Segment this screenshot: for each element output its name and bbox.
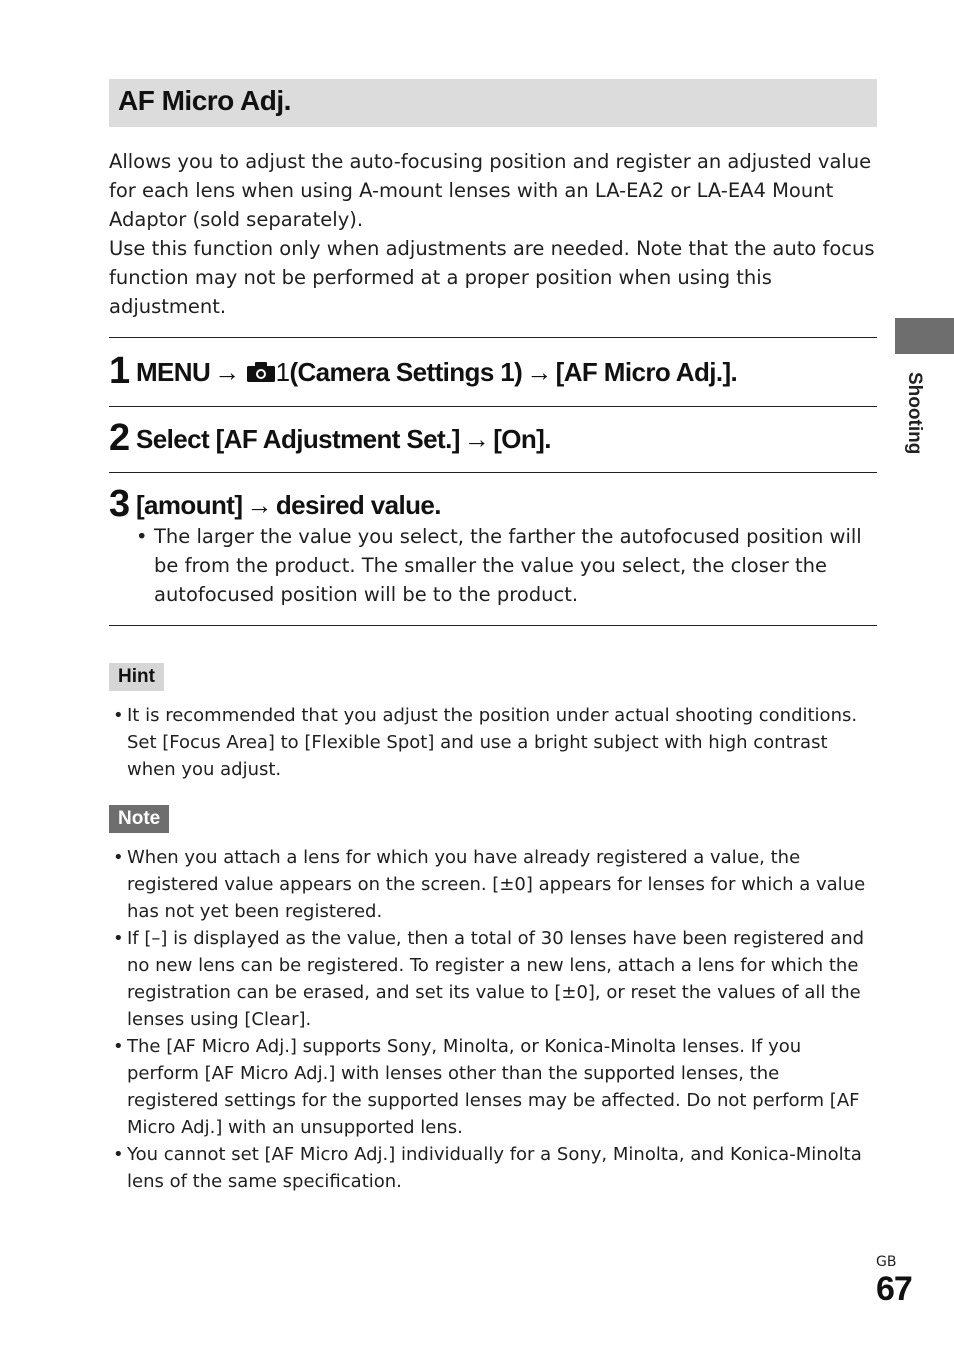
list-item	[113, 1141, 873, 1195]
step-number: 2	[109, 417, 131, 459]
intro-paragraph: Allows you to adjust the auto-focusing position and register an adjusted value for each lens when using A-mount lenses with an LA-EA2 or LA-EA4 Mount Adaptor (sold separately).	[109, 150, 872, 231]
bullet-icon: •	[113, 1144, 124, 1165]
divider	[109, 337, 877, 338]
bullet-icon: •	[113, 705, 124, 726]
bullet-icon: •	[136, 525, 148, 548]
hint-label: Hint	[109, 663, 164, 691]
bullet-icon: •	[113, 847, 124, 868]
note-list	[113, 844, 873, 1195]
camera-settings-number: 1	[275, 357, 290, 387]
hint-list	[113, 702, 873, 783]
note-label: Note	[109, 805, 169, 833]
bullet-icon: •	[113, 1036, 124, 1057]
step-text: [On].	[493, 424, 551, 454]
title-bar	[109, 79, 877, 127]
divider	[109, 406, 877, 407]
step-number: 3	[109, 483, 131, 525]
divider	[109, 472, 877, 473]
bullet-text: The larger the value you select, the farther the autofocused position will be from the product. The smaller the value you select, the closer the autofocused position will be to the product.	[154, 525, 862, 606]
list-item	[113, 702, 873, 783]
arrow-right-icon: →	[463, 424, 490, 454]
step-text: [amount]	[136, 490, 243, 520]
section-tab	[895, 318, 954, 354]
camera-settings-label: (Camera Settings 1)	[289, 357, 523, 387]
list-item-text: When you attach a lens for which you have already registered a value, the registered value appears on the screen. [±0] appears for lenses for which a value has not yet been registered.	[127, 847, 866, 922]
bullet-icon: •	[113, 928, 124, 949]
region-code: GB	[876, 1254, 897, 1270]
page-title: AF Micro Adj.	[118, 85, 291, 116]
step-text: Select [AF Adjustment Set.]	[136, 424, 460, 454]
step-3-instruction	[136, 492, 441, 518]
step-text: desired value.	[275, 490, 441, 520]
arrow-right-icon: →	[526, 357, 552, 387]
arrow-right-icon: →	[246, 490, 272, 520]
step-number: 1	[109, 350, 131, 392]
list-item-text: It is recommended that you adjust the position under actual shooting conditions. Set [Focus Area] to [Flexible Spot] and use a bright subject with high contrast when you adjust.	[127, 705, 858, 780]
intro-text	[109, 147, 879, 321]
intro-paragraph: Use this function only when adjustments are needed. Note that the auto focus function may not be performed at a proper position when using this adjustment.	[109, 237, 875, 318]
list-item-text: You cannot set [AF Micro Adj.] individually for a Sony, Minolta, and Konica-Minolta lens of the same specification.	[127, 1144, 862, 1192]
menu-item-label: [AF Micro Adj.].	[555, 357, 738, 387]
list-item	[113, 844, 873, 925]
menu-label: MENU	[136, 357, 211, 387]
divider	[109, 625, 877, 626]
camera-icon	[246, 361, 276, 387]
list-item	[113, 1033, 873, 1141]
list-item-text: The [AF Micro Adj.] supports Sony, Minolta, or Konica-Minolta lenses. If you perform [AF Micro Adj.] with lenses other than the supported lenses, the registered settings for the supported lenses may be affected. Do not perform [AF Micro Adj.] with an unsupported lens.	[127, 1036, 860, 1138]
step-2-instruction	[136, 426, 551, 452]
section-label: Shooting	[904, 372, 925, 455]
list-item	[113, 925, 873, 1033]
arrow-right-icon: →	[214, 357, 240, 387]
step-1-instruction	[136, 359, 737, 387]
page-number: 67	[876, 1270, 912, 1308]
step-3-bullet	[136, 522, 876, 609]
list-item-text: If [–] is displayed as the value, then a total of 30 lenses have been registered and no new lens can be registered. To register a new lens, attach a lens for which the registration can be erased, and set its value to [±0], or reset the values of all the lenses using [Clear].	[127, 928, 865, 1030]
